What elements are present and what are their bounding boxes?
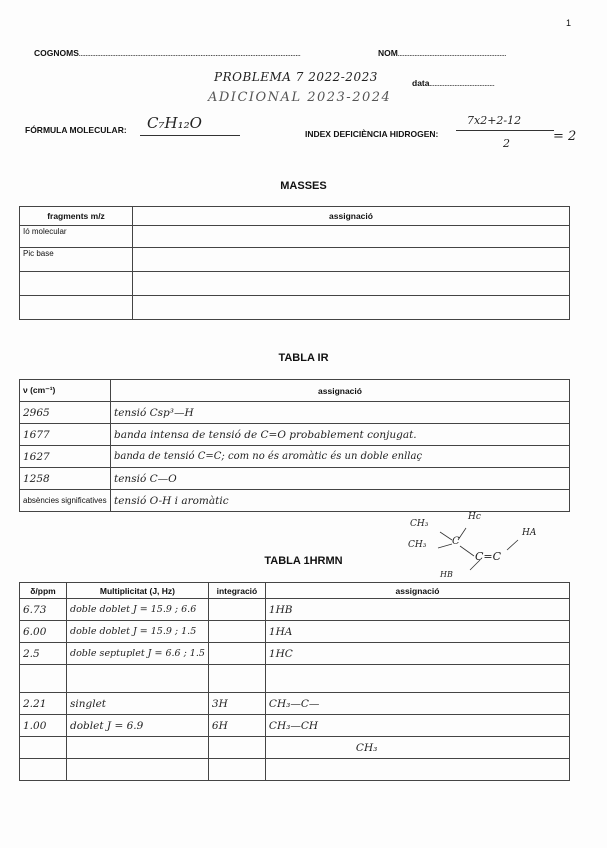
ir-title: TABLA IR	[278, 352, 329, 364]
nmr-multiplicity: doble doblet J = 15.9 ; 6.6	[67, 599, 209, 621]
masses-table	[19, 206, 570, 320]
masses-cell	[133, 226, 570, 248]
ir-assignment: banda de tensió C=C; com no és aromàtic és un doble enllaç	[111, 446, 570, 468]
table-row	[20, 446, 570, 468]
masses-cell	[133, 296, 570, 320]
nmr-col-assignacio: assignació	[265, 583, 569, 599]
page-number: 1	[566, 18, 572, 28]
nmr-integration: 3H	[208, 693, 265, 715]
table-row	[20, 272, 570, 296]
table-row	[20, 490, 570, 512]
nmr-delta: 6.73	[20, 599, 67, 621]
table-row	[20, 402, 570, 424]
nmr-delta	[20, 665, 67, 693]
nmr-multiplicity: doble doblet J = 15.9 ; 1.5	[67, 621, 209, 643]
masses-cell	[133, 248, 570, 272]
nmr-integration	[208, 599, 265, 621]
masses-col-fragments: fragments m/z	[20, 207, 133, 226]
nmr-delta: 2.5	[20, 643, 67, 665]
table-row	[20, 737, 570, 759]
index-denominator: 2	[503, 137, 510, 150]
masses-cell	[20, 272, 133, 296]
masses-cell: Pic base	[20, 248, 133, 272]
nmr-multiplicity: doblet J = 6.9	[67, 715, 209, 737]
struct-c-center: C	[452, 536, 460, 547]
struct-hc: Hc	[468, 512, 481, 522]
nmr-multiplicity	[67, 665, 209, 693]
masses-cell	[20, 296, 133, 320]
bond-line	[507, 540, 518, 550]
masses-col-assignacio: assignació	[133, 207, 570, 226]
problem-line-1: PROBLEMA 7 2022-2023	[214, 70, 378, 84]
nmr-assignment: 1HC	[265, 643, 569, 665]
table-row	[20, 693, 570, 715]
nmr-integration	[208, 621, 265, 643]
table-row	[20, 468, 570, 490]
nmr-assignment: CH₃	[265, 737, 569, 759]
table-row	[20, 715, 570, 737]
ir-value: 2965	[20, 402, 111, 424]
ir-assignment: banda intensa de tensió de C=O probablement conjugat.	[111, 424, 570, 446]
nmr-table	[19, 582, 570, 781]
table-row	[20, 643, 570, 665]
nmr-assignment: 1HA	[265, 621, 569, 643]
table-row	[20, 621, 570, 643]
nmr-col-delta: δ/ppm	[20, 583, 67, 599]
index-numerator: 7x2+2-12	[467, 114, 522, 127]
nmr-assignment: CH₃—CH	[265, 715, 569, 737]
index-result: = 2	[553, 129, 577, 144]
masses-title: MASSES	[280, 180, 327, 192]
struct-ha: HA	[522, 528, 537, 538]
masses-cell: Ió molecular	[20, 226, 133, 248]
nmr-col-multiplicity: Multiplicitat (J, Hz)	[67, 583, 209, 599]
nmr-multiplicity	[67, 737, 209, 759]
nmr-title: TABLA 1HRMN	[264, 555, 343, 567]
bond-line	[440, 532, 452, 540]
struct-ch3-bottom: CH₃	[408, 540, 427, 550]
nmr-delta: 1.00	[20, 715, 67, 737]
struct-ch3-top: CH₃	[410, 519, 429, 529]
nmr-delta	[20, 737, 67, 759]
nmr-multiplicity: singlet	[67, 693, 209, 715]
ir-value: 1258	[20, 468, 111, 490]
ir-assignment: tensió C—O	[111, 468, 570, 490]
table-row	[20, 759, 570, 781]
index-fraction-bar	[456, 130, 554, 131]
table-row	[20, 424, 570, 446]
nom-label-text: NOM	[378, 48, 398, 58]
table-row	[20, 599, 570, 621]
ir-absences-label: absències significatives	[20, 490, 111, 512]
problem-line-2: ADICIONAL 2023-2024	[208, 90, 392, 105]
nmr-integration	[208, 665, 265, 693]
nom-label: NOM.................................................................	[378, 48, 507, 58]
nmr-multiplicity	[67, 759, 209, 781]
cognoms-label-text: COGNOMS	[34, 48, 79, 58]
table-row	[20, 296, 570, 320]
ir-table	[19, 379, 570, 512]
nmr-multiplicity: doble septuplet J = 6.6 ; 1.5	[67, 643, 209, 665]
masses-cell	[133, 272, 570, 296]
ir-assignment: tensió Csp³—H	[111, 402, 570, 424]
formula-underline	[140, 135, 240, 136]
formula-label: FÓRMULA MOLECULAR:	[25, 125, 127, 135]
nmr-delta: 2.21	[20, 693, 67, 715]
nmr-integration	[208, 759, 265, 781]
table-row	[20, 248, 570, 272]
table-row	[20, 665, 570, 693]
formula-value: C₇H₁₂O	[147, 114, 202, 132]
table-row	[20, 226, 570, 248]
struct-double-bond: C=C	[475, 550, 502, 563]
nmr-delta: 6.00	[20, 621, 67, 643]
data-label: data.......................................	[412, 78, 495, 88]
nmr-integration	[208, 737, 265, 759]
ir-col-assignacio: assignació	[111, 380, 570, 402]
ir-value: 1627	[20, 446, 111, 468]
nmr-assignment: CH₃—C—	[265, 693, 569, 715]
ir-assignment: tensió O-H i aromàtic	[111, 490, 570, 512]
nmr-integration: 6H	[208, 715, 265, 737]
struct-hb: HB	[440, 570, 453, 579]
nmr-col-integration: integració	[208, 583, 265, 599]
index-label: INDEX DEFICIÈNCIA HIDROGEN:	[305, 129, 439, 139]
ir-value: 1677	[20, 424, 111, 446]
bond-line	[438, 544, 452, 548]
cognoms-label: COGNOMS.....................................................................................................................................	[34, 48, 301, 58]
nmr-assignment	[265, 665, 569, 693]
nmr-assignment: 1HB	[265, 599, 569, 621]
ir-col-wavenumber: ν (cm⁻¹)	[20, 380, 111, 402]
data-label-text: data	[412, 78, 430, 88]
nmr-integration	[208, 643, 265, 665]
nmr-delta	[20, 759, 67, 781]
nmr-assignment	[265, 759, 569, 781]
